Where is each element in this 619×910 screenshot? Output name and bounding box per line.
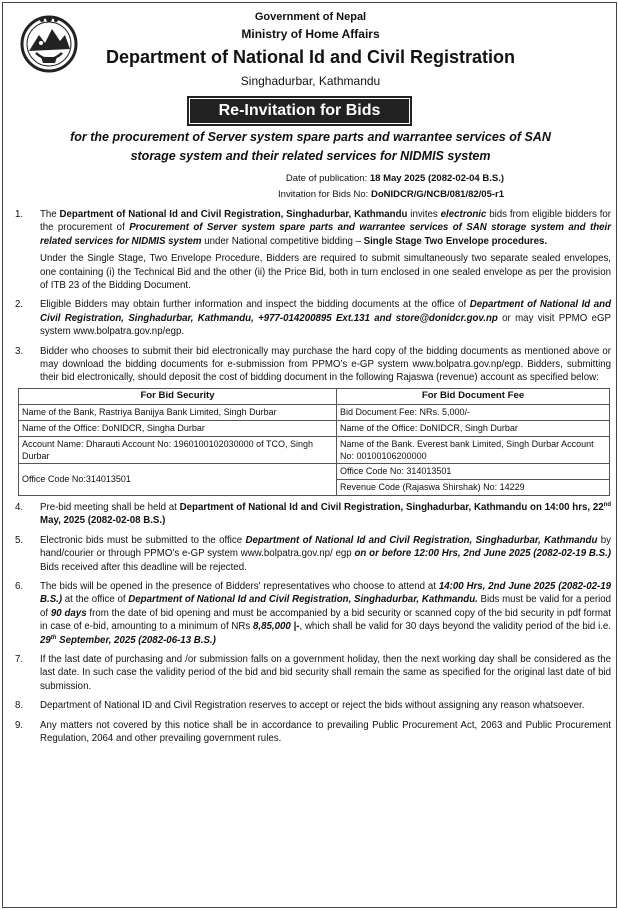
- table-cell: Bid Document Fee: NRs. 5,000/-: [337, 404, 610, 420]
- list-item: 7. If the last date of purchasing and /or submission falls on a government holiday, then the next working day shall be considered as the last date. In such case the validity period of the bid and bid security shall remain the same as specified for the original last date of bid submission.: [15, 653, 611, 692]
- table-cell: Name of the Bank. Everest bank Limited, Singh Durbar Account No: 00100106200000: [337, 436, 610, 463]
- notice-title: Re-Invitation for Bids: [190, 99, 409, 123]
- notice-subtitle: [23, 128, 598, 166]
- fee-table: [18, 388, 610, 496]
- list-item: 3. Bidder who chooses to submit their bid electronically may purchase the hard copy of the bidding documents as mentioned above or may download the bidding documents for e-submission from PPMO’s e-GP system www.bolpatra.gov.np/egp. Bidders, submitting their bid electronically, should deposit the cost of bidding document in the following Rajaswa (revenue) account as specified below:: [15, 345, 611, 384]
- table-row: [19, 436, 610, 463]
- table-cell: Name of the Bank, Rastriya Banijya Bank Limited, Singh Durbar: [19, 404, 337, 420]
- table-row: [19, 404, 610, 420]
- department-location: Singhadurbar, Kathmandu: [240, 74, 381, 88]
- list-item: 2. Eligible Bidders may obtain further information and inspect the bidding documents at the office of Department of National Id and Civil Registration, Singhadurbar, Kathmandu, +977-014200895 Ext.131 and store@donidcr.gov.np or may visit PPMO eGP system www.bolpatra.gov.np/egp.: [15, 299, 612, 338]
- publication-date: Date of publication: 18 May 2025 (2082-02-04 B.S.): [285, 173, 504, 184]
- subtitle-line-1: for the procurement of Server system spare parts and warrantee services of SAN: [70, 130, 551, 144]
- notice-body: [13, 208, 611, 751]
- list-item: 1. The Department of National Id and Civil Registration, Singhadurbar, Kathmandu invites electronic bids from eligible bidders for the procurement of Procurement of Server system spare parts and warrantee services of SAN storage system and their related services for NIDMIS system under National competitive bidding – Single Stage Two Envelope procedures.: [15, 209, 612, 247]
- list-item: 6. The bids will be opened in the presence of Bidders' representatives who choose to attend at 14:00 Hrs, 2nd June 2025 (2082-02-19 B.S.) at the office of Department of National Id and Civil Registration, Singhadurbar, Kathmandu. Bids must be valid for a period of 90 days from the date of bid opening and must be accompanied by a bid security or scanned copy of the bid security in pdf format in case of e-bid, amounting to a minimum of NRs 8,85,000 |-, which shall be valid for 30 days beyond the validity period of the bid i.e. 29th September, 2025 (2082-06-13 B.S.): [15, 580, 612, 646]
- invitation-bid-number: Invitation for Bids No: DoNIDCR/G/NCB/081/82/05-r1: [278, 189, 504, 200]
- subtitle-line-2: storage system and their related services for NIDMIS system: [130, 149, 491, 163]
- column-header: For Bid Document Fee: [337, 388, 610, 404]
- list-item: 9. Any matters not covered by this notice shall be in accordance to prevailing Public Procurement Act, 2063 and Public Procurement Regulation, 2064 and other prevailing government rules.: [15, 719, 611, 744]
- list-item: 4. Pre-bid meeting shall be held at Department of National Id and Civil Registration, Singhadurbar, Kathmandu on 14:00 hrs, 22nd May, 2025 (2082-02-08 B.S.): [15, 501, 611, 527]
- list-item: 5. Electronic bids must be submitted to the office Department of National Id and Civil Registration, Singhadurbar, Kathmandu by hand/courier or through PPMO’s e-GP system www.bolpatra.gov.np/ egp on or before 12:00 Hrs, 2nd June 2025 (2082-02-19 B.S.) Bids received after this deadline will be rejected.: [15, 534, 611, 573]
- table-cell: Office Code No:314013501: [19, 463, 337, 495]
- ministry-label: Ministry of Home Affairs: [241, 27, 380, 41]
- table-cell: Account Name: Dharauti Account No: 1960100102030000 of TCO, Singh Durbar: [19, 436, 337, 463]
- table-row: [19, 420, 610, 436]
- table-row: [19, 463, 610, 479]
- list-item: 8. Department of National ID and Civil Registration reserves to accept or reject the bids without assigning any reason whatsoever.: [15, 700, 585, 712]
- table-header-row: [19, 388, 610, 404]
- table-cell: Office Code No: 314013501: [337, 463, 610, 479]
- table-cell: Name of the Office: DoNIDCR, Singha Durbar: [19, 420, 337, 436]
- department-title: Department of National Id and Civil Registration: [105, 47, 516, 67]
- column-header: For Bid Security: [19, 388, 337, 404]
- table-cell: Revenue Code (Rajaswa Shirshak) No: 14229: [337, 479, 610, 495]
- table-cell: Name of the Office: DoNIDCR, Singh Durbar: [337, 420, 610, 436]
- bid-notice-page: [2, 2, 617, 908]
- list-item-subparagraph: Under the Single Stage, Two Envelope Procedure, Bidders are required to submit simultaneously two separate sealed envelopes, one containing (i) the Technical Bid and the other (ii) the Price Bid, both in turn enclosed in one sealed envelope as per the provision of ITB 23 of the Bidding Document.: [40, 253, 611, 292]
- government-label: Government of Nepal: [254, 11, 367, 23]
